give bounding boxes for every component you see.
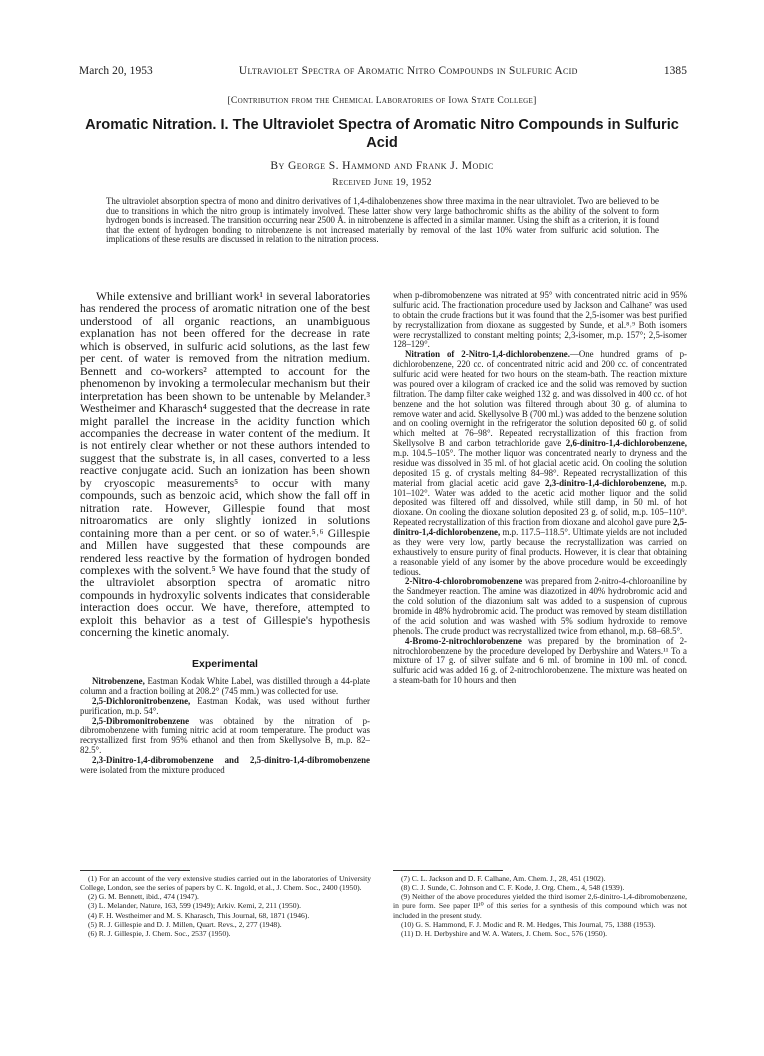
footnote: (10) G. S. Hammond, F. J. Modic and R. M. Hedges, This Journal, 75, 1388 (1953).	[401, 919, 656, 929]
issue-date: March 20, 1953	[79, 65, 153, 77]
footnote: (9) Neither of the above procedures yielded the third isomer 2,6-dinitro-1,4-dibromobenzene, in pure form. See paper II¹⁰ of this series for a synthesis of this compound which was not included in the present study.	[393, 892, 687, 920]
compound-name: 2,5-Dichloronitrobenzene,	[92, 695, 191, 706]
experimental-paragraph	[80, 697, 370, 717]
received-date: Received June 19, 1952	[332, 177, 432, 188]
footnote: (8) C. J. Sunde, C. Johnson and C. F. Kode, J. Org. Chem., 4, 548 (1939).	[401, 883, 625, 893]
paragraph-text: m.p. 101–102°. Water was added to the acetic acid mother liquor and the solid deposited was filtered off and dissolved, while still damp, in 50 ml. of hot dioxane. On cooling the dioxane solution deposited 23 g. of solid, m.p. 105–110°. Repeated recrystallization of this fraction from dioxane and alcohol gave pure	[393, 477, 687, 528]
compound-name: 2,5-dinitro-1,4-dichlorobenzene,	[393, 517, 687, 537]
paragraph-text: m.p. 104.5–105°. The mother liquor was concentrated nearly to dryness and the residue was dissolved in 35 ml. of hot glacial acetic acid. On cooling the solution deposited 15 g. of crystals melting 84–98°. Repeated recrystallization of this material from glacial acetic acid gave	[393, 448, 687, 488]
running-title: Ultraviolet Spectra of Aromatic Nitro Compounds in Sulfuric Acid	[238, 65, 578, 77]
paragraph-text: Eastman Kodak, was used without further purification, m.p. 54°.	[80, 695, 370, 716]
paragraph-text: was prepared by the bromination of 2-nitrochlorobenzene by the procedure developed by Derbyshire and Waters.¹¹ To a mixture of 17 g. of silver sulfate and 6 ml. of bromine in 100 ml. of concd. sulfuric acid was added 16 g. of 2-nitrochlorobenzene. The mixture was heated on a steam-bath for 10 hours and then	[393, 635, 687, 686]
footnote: (4) F. H. Westheimer and M. S. Kharasch, This Journal, 68, 1871 (1946).	[88, 910, 310, 920]
left-column	[80, 291, 370, 776]
footnote-rule	[80, 870, 190, 871]
paragraph-text: —One hundred grams of p-dichlorobenzene, 220 cc. of concentrated nitric acid and 200 cc. of concentrated sulfuric acid were heated for two hours on the steam-bath. The reaction mixture was poured over a kilogram of cracked ice and the solid was removed by suction filtration. The damp filter cake weighed 132 g. and was dissolved in 400 cc. of hot benzene and the hot solution was filtered through about 30 g. of alumina to remove water and acid. Skellysolve B (700 ml.) was added to the benzene solution and on cooling overnight in the refrigerator the solution deposited 60 g. of solid which melted at 76–98°. Repeated recrystallization of this fraction from Skellysolve B and carbon tetrachloride gave	[393, 349, 687, 449]
right-column	[393, 291, 687, 686]
author-byline: By George S. Hammond and Frank J. Modic	[270, 159, 494, 172]
paragraph-text: were isolated from the mixture produced	[80, 765, 225, 776]
footnote-rule	[393, 870, 503, 871]
compound-name: 4-Bromo-2-nitrochlorobenzene	[405, 635, 522, 646]
experimental-paragraph	[393, 577, 687, 636]
footnote: (3) L. Melander, Nature, 163, 599 (1949); Arkiv. Kemi, 2, 211 (1950).	[88, 901, 301, 911]
footnote: (11) D. H. Derbyshire and W. A. Waters, J. Chem. Soc., 576 (1950).	[401, 928, 608, 938]
article-title: Aromatic Nitration. I. The Ultraviolet Spectra of Aromatic Nitro Compounds in Sulfuric Acid	[85, 117, 679, 151]
compound-name: 2,3-Dinitro-1,4-dibromobenzene and 2,5-dinitro-1,4-dibromobenzene	[92, 755, 370, 766]
experimental-paragraph	[393, 350, 687, 577]
footnote: (7) C. L. Jackson and D. F. Calhane, Am. Chem. J., 28, 451 (1902).	[401, 874, 606, 883]
experimental-paragraph	[80, 756, 370, 776]
running-head	[79, 65, 687, 77]
continued-paragraph: when p-dibromobenzene was nitrated at 95° with concentrated nitric acid in 95% sulfuric acid. The fractionation procedure used by Jackson and Calhane⁷ was used to obtain the crude fractions but it was found that the 2,5-isomer was best purified by recrystallization from dioxane as suggested by Sunde, et al.⁸˒⁹ Both isomers were recrystallized to constant melting points; 2,3-isomer, m.p. 157°; 2,5-isomer 128–129°.	[393, 290, 687, 350]
compound-name: Nitrobenzene,	[92, 675, 145, 686]
procedure-heading: Nitration of 2-Nitro-1,4-dichlorobenzene.	[405, 349, 570, 360]
footnote: (6) R. J. Gillespie, J. Chem. Soc., 2537 (1950).	[88, 928, 231, 938]
experimental-paragraph	[80, 677, 370, 697]
compound-name: 2,3-dinitro-1,4-dichlorobenzene,	[545, 477, 667, 488]
compound-name: 2,5-Dibromonitrobenzene	[92, 715, 190, 726]
introduction-paragraph: While extensive and brilliant work¹ in several laboratories has rendered the process of aromatic nitration one of the best understood of all organic reactions, an unambiguous explanation has not been offered for the decrease in rate which is observed, in sulfuric acid solutions, as the last few per cent. of water is removed from the nitration medium. Bennett and co-workers² attempted to account for the phenomenon by invoking a termolecular mechanism but their interpretation has been shown to be untenable by Melander.³ Westheimer and Kharasch⁴ suggested that the decrease in rate might parallel the increase in the acidity function which accompanies the decrease in water content of the medium. It is not entirely clear whether or not these authors intended to suggest that the substrate is, in all cases, converted to a less reactive conjugate acid. Such an ionization has been shown by cryoscopic measurements⁵ to occur with many compounds, such as benzoic acid, which show the fall off in nitration rate. However, Gillespie found that most nitroaromatics are only slightly ionized in solutions containing more than a per cent. or so of water.⁵˒⁶ Gillespie and Millen have suggested that these compounds are rendered less reactive by the formation of hydrogen bonded complexes with the solvent.⁵ We have found that the study of the ultraviolet absorption spectra of aromatic nitro compounds in hydroxylic solvents indicates that considerable interaction does occur. We have, therefore, attempted to exploit this behavior as a test of Gillespie's hypothesis concerning the kinetic anomaly.	[80, 290, 370, 640]
footnotes-right	[393, 874, 687, 938]
section-heading-experimental: Experimental	[192, 657, 258, 670]
contribution-line: [Contribution from the Chemical Laboratories of Iowa State College]	[227, 95, 537, 106]
paragraph-text: was obtained by the nitration of p-dibromobenzene with fuming nitric acid at room temperature. The product was recrystallized first from 95% ethanol and then from Skellysolve B, m.p. 82–82.5°.	[80, 715, 370, 756]
abstract: The ultraviolet absorption spectra of mono and dinitro derivatives of 1,4-dihalobenzenes show three maxima in the near ultraviolet. Two are believed to be due to transitions in which the nitro group is intimately involved. These latter show very large bathochromic shifts as the ability of the solvent to form hydrogen bonds is increased. The transition occurring near 2500 Å. in nitrobenzene is affected in a similar manner. Using the shift as a criterion, it is found that the extent of hydrogen bonding to nitrobenzene is not increased materially by removal of the last 10% water from sulfuric acid solution. The implications of these results are discussed in relation to the nitration process.	[106, 196, 659, 245]
footnotes-left	[80, 874, 371, 938]
page-number: 1385	[663, 65, 687, 77]
compound-name: 2,6-dinitro-1,4-dichlorobenzene,	[565, 438, 687, 449]
footnote: (5) R. J. Gillespie and D. J. Millen, Quart. Revs., 2, 277 (1948).	[88, 919, 282, 929]
experimental-paragraph	[80, 717, 370, 757]
footnote: (1) For an account of the very extensive studies carried out in the laboratories of University College, London, see the series of papers by C. K. Ingold, et al., J. Chem. Soc., 2400 (1950).	[80, 874, 371, 893]
footnote: (2) G. M. Bennett, ibid., 474 (1947).	[88, 892, 199, 902]
experimental-paragraph	[393, 637, 687, 686]
paragraph-text: m.p. 117.5–118.5°. Ultimate yields are not included as they were very low, partly because the recrystallization was carried on exhaustively to ensure purity of final products. However, it is clear that obtaining a reasonable yield of any isomer by the above procedure would be exceedingly tedious.	[393, 527, 687, 577]
compound-name: 2-Nitro-4-chlorobromobenzene	[405, 576, 523, 587]
paragraph-text: Eastman Kodak White Label, was distilled through a 44-plate column and a fraction boiling at 208.2° (745 mm.) was collected for use.	[80, 675, 370, 696]
paragraph-text: was prepared from 2-nitro-4-chloroaniline by the Sandmeyer reaction. The amine was diazotized in 40% hydrobromic acid and the cold solution of the diazonium salt was added to a suspension of cuprous bromide in 48% hydrobromic acid. The product was removed by steam distillation of the acid solution and was washed with 5% sodium hydroxide to remove phenols. The crude product was recrystallized twice from ethanol, m.p. 68–68.5°.	[393, 576, 687, 636]
